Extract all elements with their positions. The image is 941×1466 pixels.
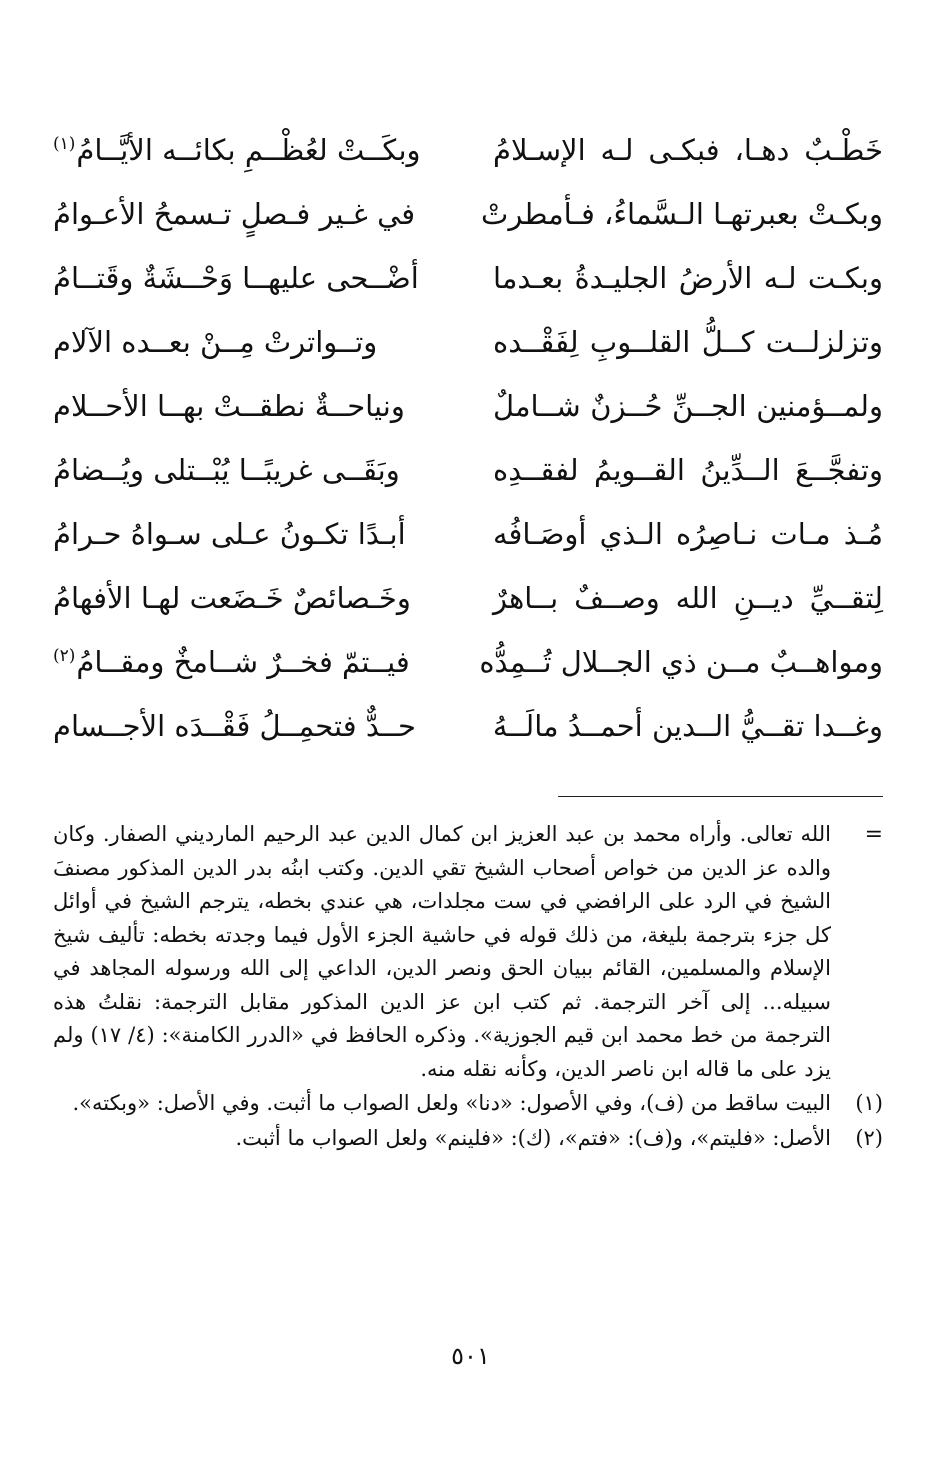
footnote-divider — [558, 796, 883, 797]
verse-second-hemistich: وبَقَــى غريبًــا يُبْــتلى ويُــضامُ — [53, 452, 400, 487]
footnote-text: الأصل: «فليتم»، و(ف): «فتم»، (ك): «فلينم» ولعل الصواب ما أثبت. — [235, 1125, 831, 1150]
verse-5 — [53, 374, 883, 438]
verse-3 — [53, 246, 883, 310]
verse-10 — [53, 694, 883, 758]
verse-first-hemistich: وتزلزلــت كــلُّ القلــوبِ لِفَقْــده — [493, 324, 883, 359]
verse-first-hemistich: مُـذ مـات نـاصِرُه الـذي أوصَـافُه — [493, 516, 883, 551]
verse-second-hemistich: أضْــحى عليهــا وَحْــشَةٌ وقَتــامُ — [53, 260, 419, 295]
verse-first-hemistich: خَطْـبٌ دهـا، فبكـى لـه الإسـلامُ — [493, 132, 883, 167]
verse-second-hemistich: حــدٌّ فتحمِــلُ فَقْــدَه الأجــسام — [53, 708, 416, 743]
verse-first-hemistich: وبكـتْ بعبرتهـا الـسَّماءُ، فـأمطرتْ — [481, 196, 883, 231]
verse-second-hemistich: وتــواترتْ مِــنْ بعــده الآلام — [53, 324, 378, 359]
verse-first-hemistich: ومواهــبٌ مــن ذي الجــلال تُــمِدُّه — [479, 644, 883, 679]
verse-6 — [53, 438, 883, 502]
verse-second-hemistich: أبـدًا تكـونُ عـلى سـواهُ حـرامُ — [53, 516, 406, 551]
verse-first-hemistich: ولمــؤمنين الجــنِّ حُــزنٌ شــاملٌ — [493, 388, 883, 423]
verse-first-hemistich: لِتقــيِّ ديــنِ الله وصــفٌ بــاهرٌ — [493, 580, 883, 615]
poem — [53, 118, 883, 758]
footnote-text: البيت ساقط من (ف)، وفي الأصول: «دنا» ولعل الصواب ما أثبت. وفي الأصل: «وبكته». — [72, 1091, 831, 1115]
verse-first-hemistich: وغــدا تقــيُّ الــدين أحمــدُ مالَــهُ — [492, 708, 883, 743]
verse-first-hemistich: وبكـت لـه الأرضُ الجليـدةُ بعـدما — [493, 260, 883, 295]
footnotes-section — [53, 818, 883, 1155]
continuation-text: الله تعالى. وأراه محمد بن عبد العزيز ابن كمال الدين عبد الرحيم المارديني الصفار. وكان والده عز الدين من خواص أصحاب الشيخ تقي الدين. وكتب ابنُه بدر الدين المذكور مصنفَ الشيخ في الرد على الرافضي في ست مجلدات، هي عندي بخطه، يترجم الشيخ في أوائل كل جزء بترجمة بليغة، من ذلك قوله في حاشية الجزء الأول فيما وجدته بخطه: تأليف شيخ الإسلام والمسلمين، القائم ببيان الحق ونصر الدين، الداعي إلى الله ورسوله المجاهد في سبيله... إلى آخر الترجمة. ثم كتب ابن عز الدين المذكور مقابل الترجمة: نقلتُ هذه الترجمة من خط محمد ابن قيم الجوزية». وذكره الحافظ في «الدرر الكامنة»: (٤/ ١٧) ولم يزد على ما قاله ابن ناصر الدين، وكأنه نقله منه. — [53, 822, 831, 1081]
verse-9 — [53, 630, 883, 694]
footnote-marker[interactable]: (٢) — [53, 645, 76, 666]
footnote-1 — [53, 1087, 883, 1121]
footnote-continuation — [53, 818, 883, 1086]
verse-second-hemistich: وخَـصائصٌ خَـضَعت لهـا الأفهامُ — [53, 580, 411, 615]
verse-second-hemistich: ونياحــةٌ نطقــتْ بهــا الأحــلام — [53, 388, 405, 423]
verse-2 — [53, 182, 883, 246]
verse-4 — [53, 310, 883, 374]
continuation-mark: = — [864, 822, 883, 847]
footnote-marker[interactable]: (١) — [53, 133, 76, 154]
hemistich-text: وبكَــتْ لعُظْــمِ بكائــه الأيَّــامُ — [76, 132, 421, 167]
verse-7 — [53, 502, 883, 566]
footnote-number: (١) — [855, 1091, 883, 1115]
verse-second-hemistich: في غـير فـصلٍ تـسمحُ الأعـوامُ — [53, 196, 416, 231]
page-number: ٥٠١ — [451, 1342, 490, 1370]
verse-1 — [53, 118, 883, 182]
verse-first-hemistich: وتفجَّــعَ الــدِّينُ القــويمُ لفقــدِه — [493, 452, 883, 487]
hemistich-text: فيــتمّ فخــرٌ شــامخٌ ومقــامُ — [76, 644, 410, 679]
footnote-number: (٢) — [855, 1125, 883, 1150]
verse-second-hemistich — [53, 645, 443, 680]
verse-8 — [53, 566, 883, 630]
footnote-2 — [53, 1122, 883, 1156]
verse-second-hemistich — [53, 133, 443, 168]
